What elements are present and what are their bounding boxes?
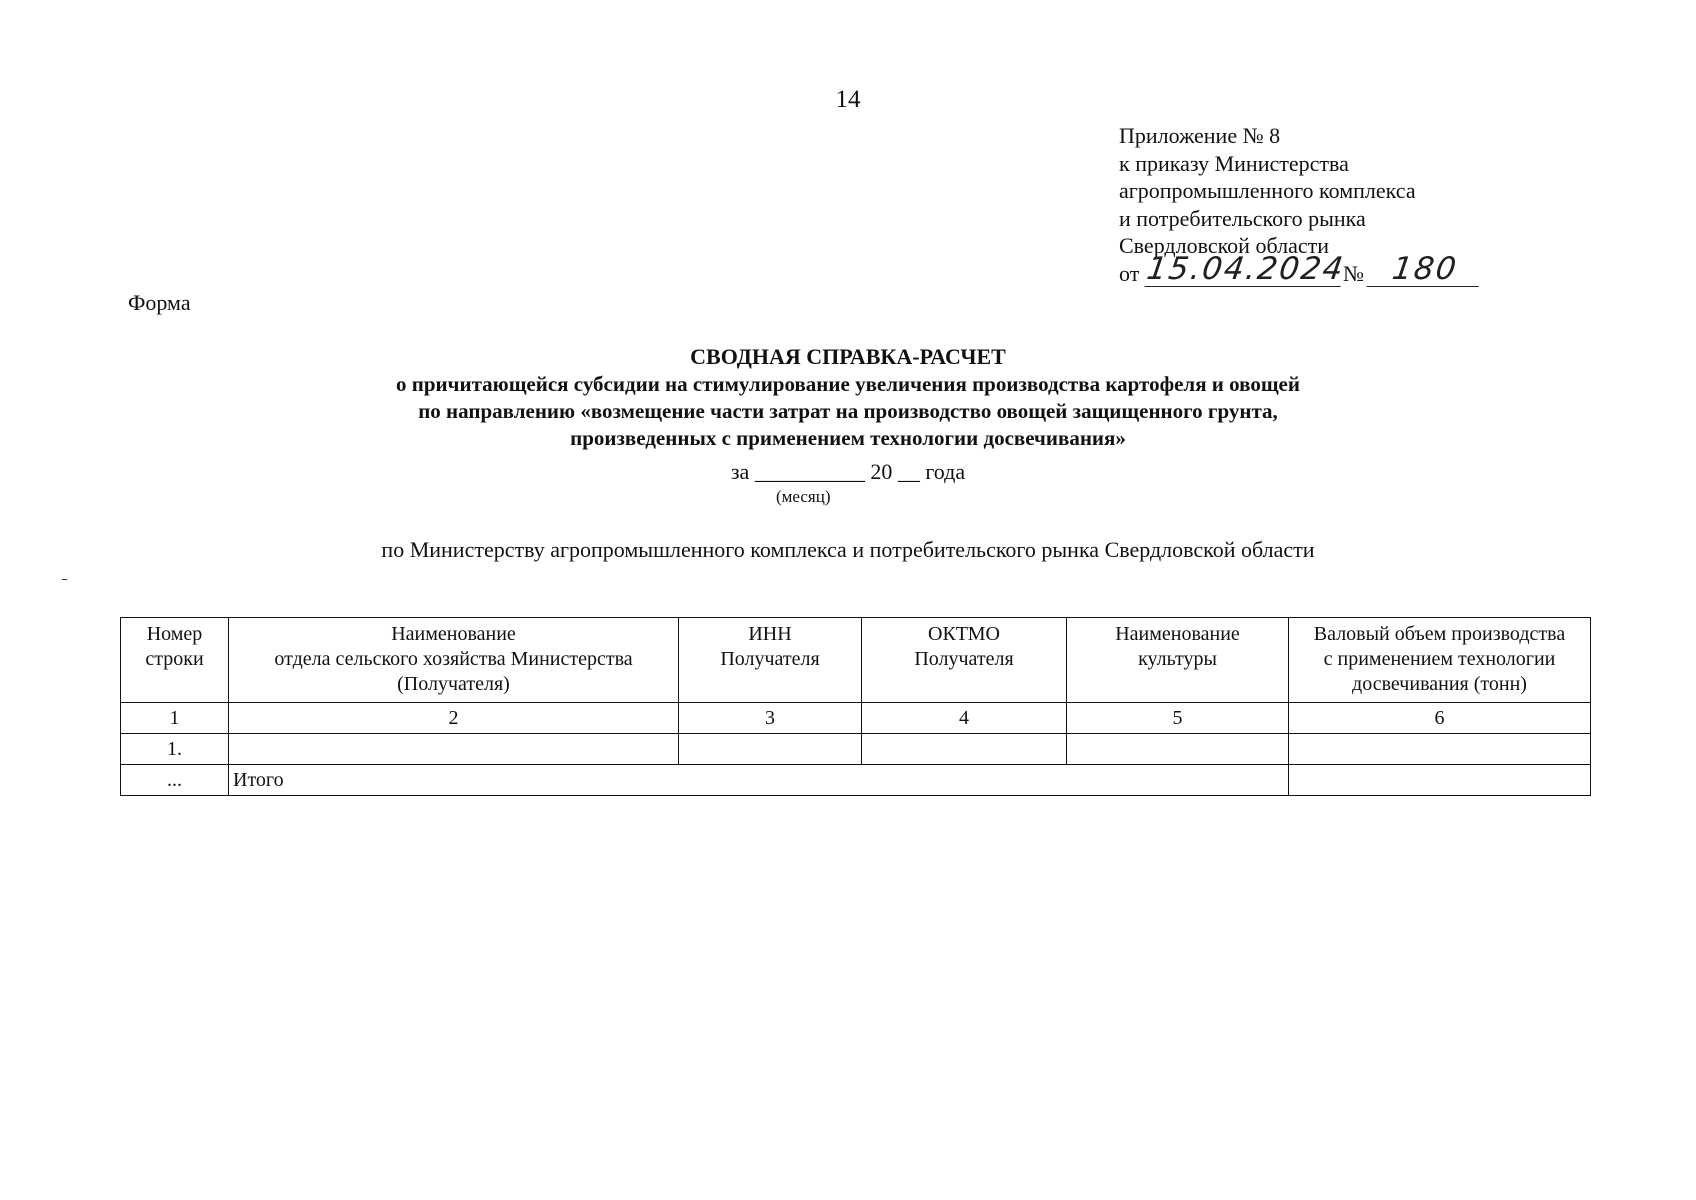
appendix-line: к приказу Министерства [1119,150,1349,176]
order-number-label: № [1343,260,1364,286]
table-header-row [121,618,1591,703]
appendix-line: Приложение № 8 [1119,123,1281,148]
period-line: за __________ 20 __ года [730,459,966,484]
order-date-number-line [1119,250,1559,290]
appendix-line: и потребительского рынка [1119,205,1366,231]
header-row-number: Номер строки [121,618,229,703]
header-department-name: Наименование отдела сельского хозяйства Министерства (Получателя) [229,618,679,703]
column-number: 1 [121,703,229,734]
total-label: Итого [229,765,1289,796]
document-subtitle-line: о причитающейся субсидии на стимулирование увеличения производства картофеля и овощей [396,372,1300,396]
form-label: Форма [128,290,191,315]
document-subtitle-line: произведенных с применением технологии досвечивания» [570,426,1126,450]
column-number-row [121,703,1591,734]
table-row [121,734,1591,765]
header-crop-name: Наименование культуры [1067,618,1289,703]
empty-cell [229,734,679,765]
total-row [121,765,1591,796]
empty-cell [1067,734,1289,765]
page-number: 14 [835,86,861,113]
ministry-line: по Министерству агропромышленного комплекса и потребительского рынка Свердловской области [381,537,1315,562]
document-title: СВОДНАЯ СПРАВКА-РАСЧЕТ [690,344,1006,369]
empty-cell [1289,734,1591,765]
appendix-block [1119,122,1559,290]
handwritten-order-number: 180 [1367,252,1484,287]
scan-mark [62,579,67,580]
appendix-line: Свердловской области [1119,233,1329,258]
period-month-hint: (месяц) [776,487,831,506]
header-gross-volume: Валовый объем производства с применением технологии досвечивания (тонн) [1289,618,1591,703]
document-subtitle-line: по направлению «возмещение части затрат на производство овощей защищенного грунта, [418,399,1278,423]
row-number: 1. [121,734,229,765]
document-title-block [0,343,1696,452]
empty-cell [862,734,1067,765]
total-value-cell [1289,765,1591,796]
header-oktmo: ОКТМО Получателя [862,618,1067,703]
column-number: 2 [229,703,679,734]
column-number: 4 [862,703,1067,734]
empty-cell [679,734,862,765]
calculation-table [120,617,1591,796]
column-number: 5 [1067,703,1289,734]
column-number: 6 [1289,703,1591,734]
handwritten-order-date: 15.04.2024 [1144,250,1348,287]
column-number: 3 [679,703,862,734]
appendix-line: агропромышленного комплекса [1119,178,1416,203]
header-inn: ИНН Получателя [679,618,862,703]
row-number: ... [121,765,229,796]
order-from-label: от [1119,260,1140,286]
